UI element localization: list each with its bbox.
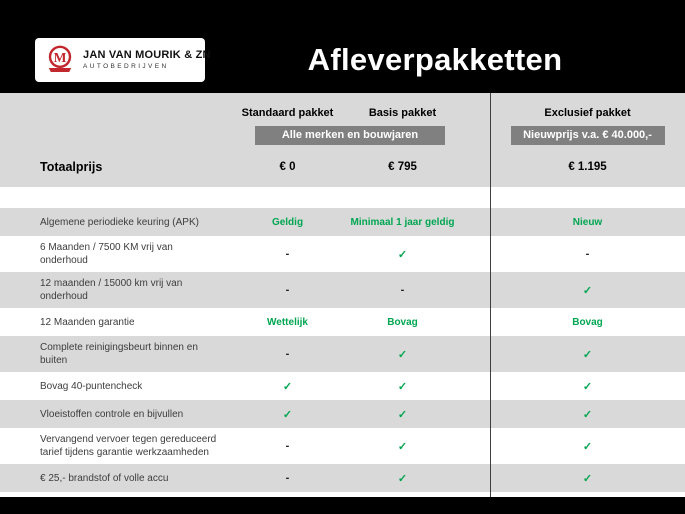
table-row [0, 400, 685, 428]
row-value-exclusief: ✓ [582, 440, 593, 453]
row-label: Vloeistoffen controle en bijvullen [40, 408, 184, 420]
row-value-standaard: - [285, 440, 290, 452]
row-value-exclusief: ✓ [582, 284, 593, 297]
company-logo [35, 38, 211, 82]
row-value-exclusief: Bovag [572, 316, 603, 328]
table-row [0, 208, 685, 236]
row-value-basis: ✓ [397, 348, 408, 361]
column-label-standaard: Standaard pakket [241, 107, 334, 119]
column-headers [0, 107, 685, 119]
badge-row [0, 126, 685, 145]
row-label: Bovag 40-puntencheck [40, 380, 143, 392]
page-header [0, 0, 685, 93]
row-value-exclusief: ✓ [582, 472, 593, 485]
table-row [0, 236, 685, 272]
row-value-standaard: - [285, 348, 290, 360]
row-value-exclusief: ✓ [582, 408, 593, 421]
total-price-row [0, 160, 685, 174]
table-row [0, 308, 685, 336]
row-label: Algemene periodieke keuring (APK) [40, 216, 199, 228]
row-value-standaard: - [285, 284, 290, 296]
row-label: 6 Maanden / 7500 KM vrij van onderhoud [40, 242, 173, 266]
column-label-exclusief: Exclusief pakket [544, 107, 631, 119]
row-value-exclusief: ✓ [582, 348, 593, 361]
price-basis: € 795 [388, 161, 417, 173]
table-header [0, 93, 685, 187]
row-value-standaard: Geldig [271, 216, 304, 228]
svg-text:M: M [53, 49, 67, 65]
row-label: Complete reinigingsbeurt binnen en buiten [40, 342, 198, 366]
table-row [0, 464, 685, 492]
row-value-basis: ✓ [397, 408, 408, 421]
table-row [0, 428, 685, 464]
table-row [0, 336, 685, 372]
column-label-basis: Basis pakket [368, 107, 437, 119]
table-row [0, 272, 685, 308]
row-value-standaard: - [285, 248, 290, 260]
row-label: 12 Maanden garantie [40, 316, 135, 328]
row-value-exclusief: Nieuw [572, 216, 603, 228]
logo-m-emblem-icon [44, 44, 76, 76]
row-label: Vervangend vervoer tegen gereduceerd tarief tijdens garantie werkzaamheden [40, 434, 217, 458]
row-value-exclusief: - [585, 248, 590, 260]
row-value-exclusief: ✓ [582, 380, 593, 393]
price-standaard: € 0 [279, 161, 296, 173]
row-label: 12 maanden / 15000 km vrij van onderhoud [40, 278, 183, 302]
row-value-basis: ✓ [397, 248, 408, 261]
row-value-standaard: ✓ [282, 380, 293, 393]
page-title: Afleverpakketten [307, 41, 563, 77]
row-value-basis: Bovag [387, 316, 418, 328]
row-value-standaard: Wettelijk [267, 316, 308, 328]
row-value-basis: ✓ [397, 380, 408, 393]
row-value-basis: ✓ [397, 472, 408, 485]
total-price-label: Totaalprijs [40, 160, 103, 174]
row-value-basis: ✓ [397, 440, 408, 453]
badge-alle-merken: Alle merken en bouwjaren [255, 126, 445, 145]
badge-nieuwprijs: Nieuwprijs v.a. € 40.000,- [511, 126, 665, 145]
price-exclusief: € 1.195 [568, 161, 607, 173]
row-value-standaard: ✓ [282, 408, 293, 421]
company-subtitle: AUTOBEDRIJVEN [83, 63, 169, 70]
feature-rows [0, 208, 685, 492]
row-value-standaard: - [285, 472, 290, 484]
table-row [0, 372, 685, 400]
row-value-basis: - [400, 284, 405, 296]
row-value-basis: Minimaal 1 jaar geldig [350, 216, 455, 228]
footer-bar [0, 497, 685, 514]
row-label: € 25,- brandstof of volle accu [40, 472, 169, 484]
column-divider [490, 93, 491, 497]
logo-text [83, 49, 211, 70]
company-name: JAN VAN MOURIK & ZN [83, 49, 211, 61]
